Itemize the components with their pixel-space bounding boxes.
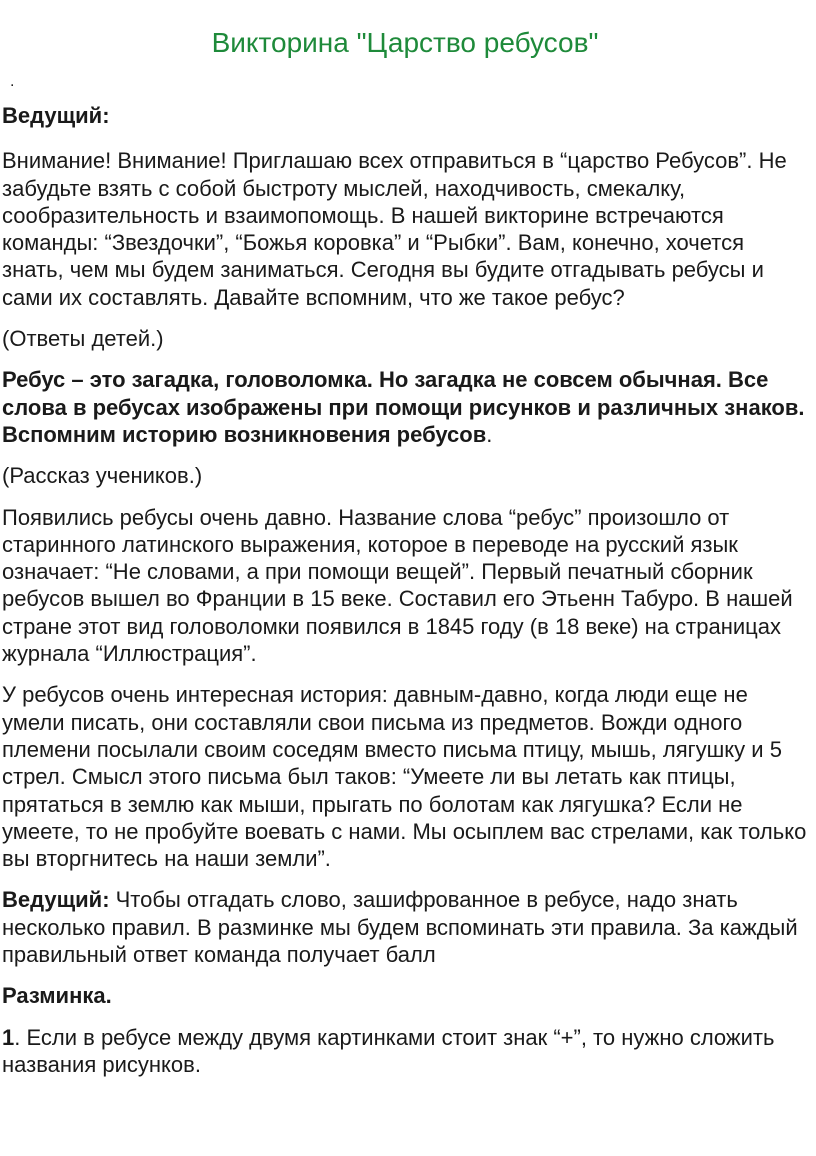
host-label-2: Ведущий: <box>2 887 110 913</box>
rebus-definition-end: . <box>486 421 493 447</box>
history-paragraph-2: У ребусов очень интересная история: давным-давно, когда люди еще не умели писать, они составляли свои письма из предметов. Вожди одного племени посылали своим соседям вместо письма птицу, мышь, лягушку и 5 стрел. Смысл этого письма был таков: “Умеете ли вы летать как птицы, прятаться в землю как мыши, прыгать по болотам как лягушка? Если не умеете, то не пробуйте воевать с нами. Мы осыплем вас стрелами, как только вы вторгнитесь на наши земли”. <box>2 682 807 872</box>
document-page <box>0 26 816 1156</box>
stray-dot: . <box>10 73 15 90</box>
document-title: Викторина "Царство ребусов" <box>211 27 599 58</box>
answers-note: (Ответы детей.) <box>2 326 164 352</box>
host-text-2: Чтобы отгадать слово, зашифрованное в ребусе, надо знать несколько правил. В разминке мы будем вспоминать эти правила. За каждый правильный ответ команда получает балл <box>2 887 798 968</box>
story-note: (Рассказ учеников.) <box>2 463 203 489</box>
intro-paragraph: Внимание! Внимание! Приглашаю всех отправиться в “царство Ребусов”. Не забудьте взять с собой быстроту мыслей, находчивость, смекалку, сообразительность и взаимопомощь. В нашей викторине встречаются команды: “Звездочки”, “Божья коровка” и “Рыбки”. Вам, конечно, хочется знать, чем мы будем заниматься. Сегодня вы будите отгадывать ребусы и сами их составлять. Давайте вспомним, что же такое ребус? <box>2 148 787 310</box>
rule-1-paragraph <box>2 1024 808 1079</box>
warmup-heading: Разминка. <box>2 983 112 1009</box>
rule-1-text: . Если в ребусе между двумя картинками стоит знак “+”, то нужно сложить названия рисунков. <box>2 1024 775 1077</box>
host-label-1: Ведущий: <box>2 103 110 128</box>
history-paragraph-1: Появились ребусы очень давно. Название слова “ребус” произошло от старинного латинского выражения, которое в переводе на русский язык означает: “Не словами, а при помощи вещей”. Первый печатный сборник ребусов вышел во Франции в 15 веке. Составил его Этьенн Табуро. В нашей стране этот вид головоломки появился в 1845 году (в 18 веке) на страницах журнала “Иллюстрация”. <box>2 504 793 667</box>
rebus-definition-paragraph <box>2 366 808 448</box>
rebus-definition-bold: Ребус – это загадка, головоломка. Но загадка не совсем обычная. Все слова в ребусах изображены при помощи рисунков и различных знаков. Вспомним историю возникновения ребусов <box>2 367 805 447</box>
rule-1-number: 1 <box>2 1024 15 1050</box>
host-paragraph-2 <box>2 886 808 968</box>
